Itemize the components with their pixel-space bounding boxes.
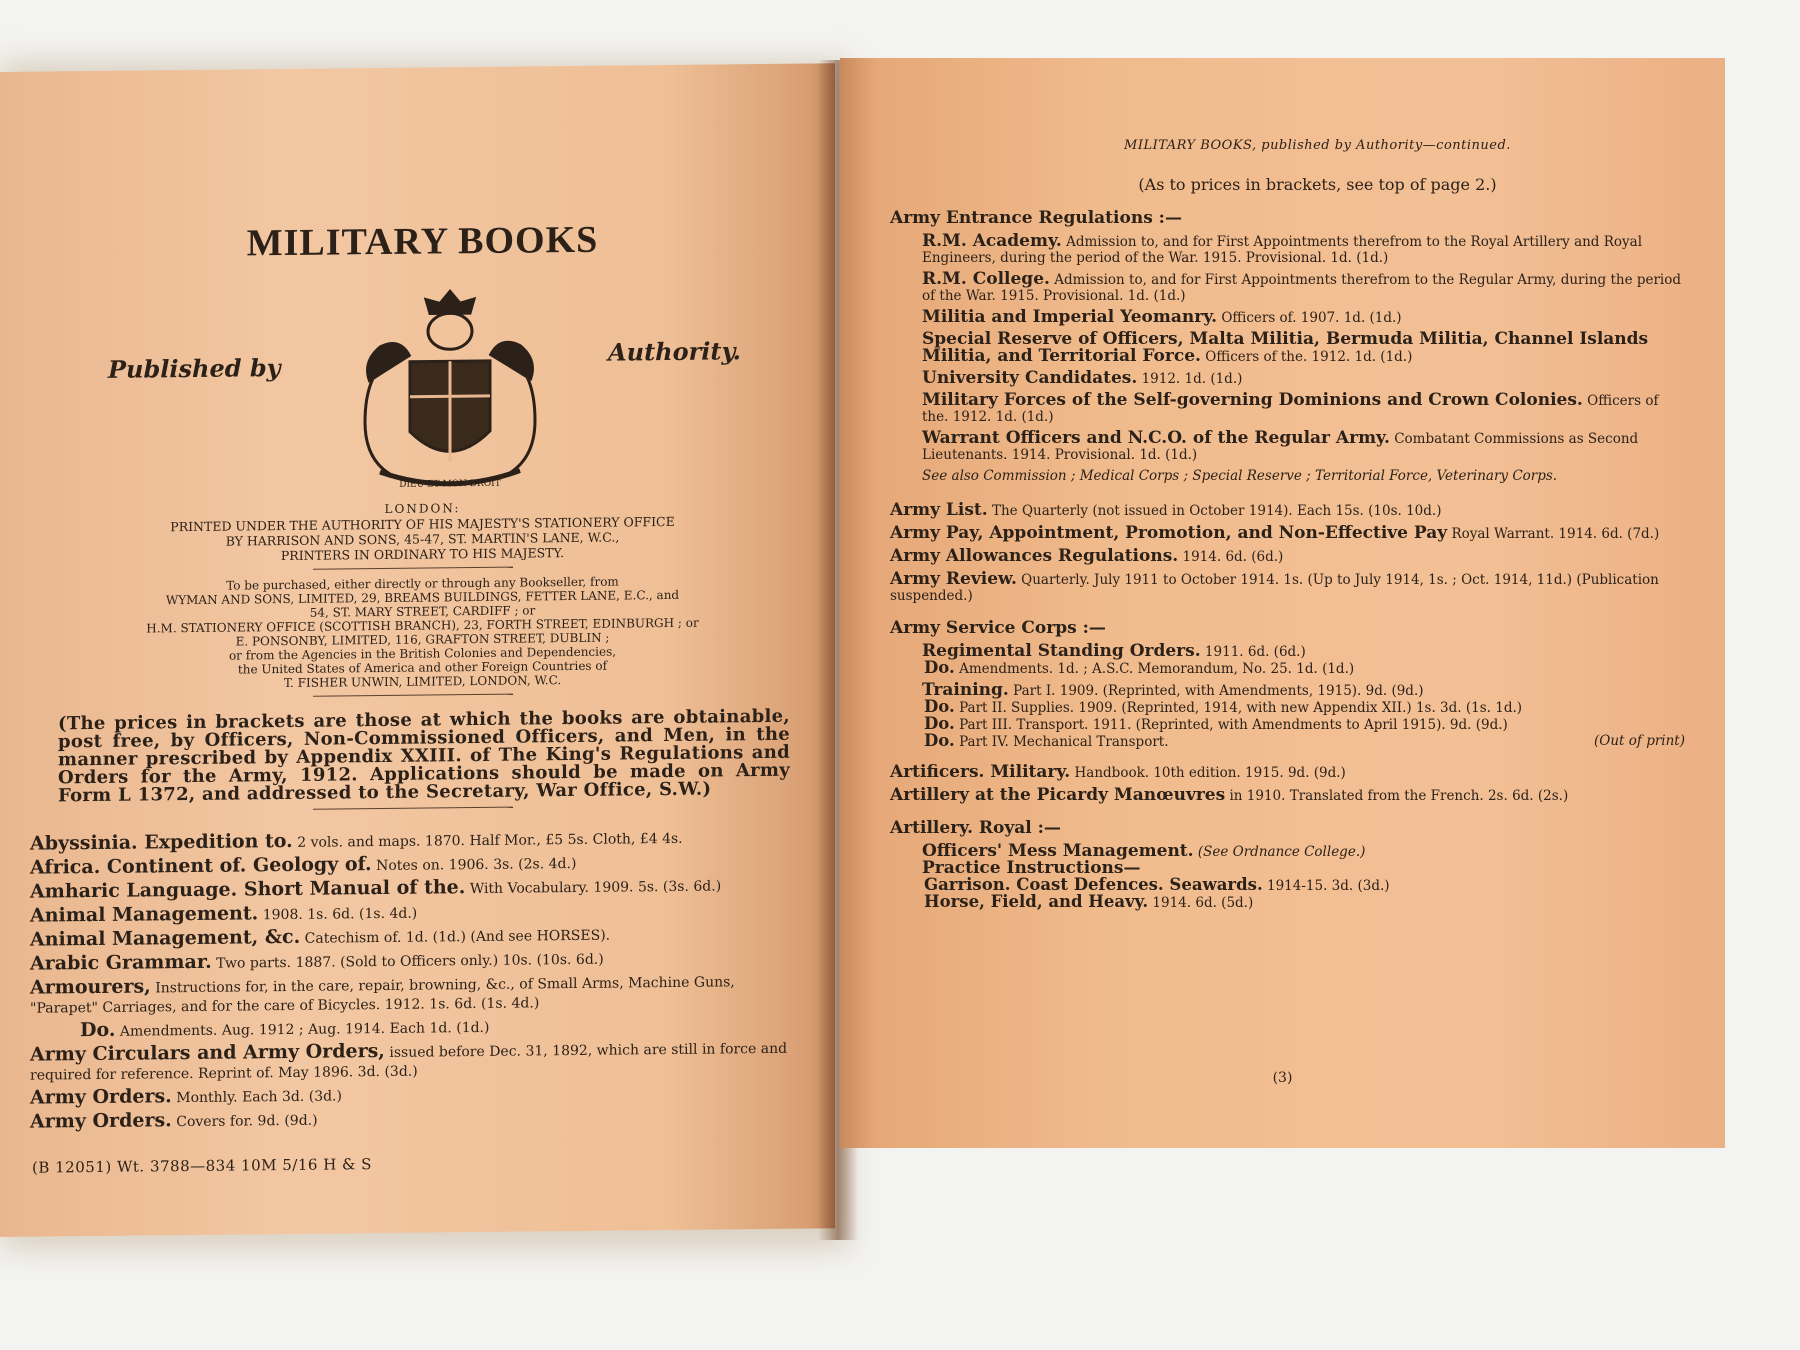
authority-label: Authority. [608, 336, 742, 367]
list-item: Military Forces of the Self-governing Dominions and Crown Colonies. Officers of the. 1912. 1d. (1d.) [922, 390, 1659, 425]
section-heading: Army Service Corps :— [890, 618, 1106, 638]
list-item: University Candidates. 1912. 1d. (1d.) [922, 368, 1243, 388]
list-item: Army Allowances Regulations. 1914. 6d. (6d.) [890, 546, 1284, 566]
imprint-line: PRINTERS IN ORDINARY TO HIS MAJESTY. [280, 545, 565, 564]
list-item: Practice Instructions— [922, 858, 1141, 878]
list-item: Animal Management, &c. Catechism of. 1d. (1d.) (And see HORSES). [30, 925, 611, 951]
purchase-line: To be purchased, either directly or through any Bookseller, from [226, 574, 619, 593]
purchase-line: or from the Agencies in the British Colonies and Dependencies, [228, 644, 617, 663]
list-item: Special Reserve of Officers, Malta Militia, Bermuda Militia, Channel Islands Militia, and Territorial Force. Officers of the. 1912. 1d. (1d.) [922, 329, 1649, 366]
list-item: Army Circulars and Army Orders, issued before Dec. 31, 1892, which are still in force and required for reference. Reprint of. May 1896. 3d. (3d.) [30, 1039, 788, 1084]
purchase-line: H.M. STATIONERY OFFICE (SCOTTISH BRANCH), 23, FORTH STREET, EDINBURGH ; or [146, 615, 699, 636]
list-item: Artillery at the Picardy Manœuvres in 1910. Translated from the French. 2s. 6d. (2s.) [890, 785, 1569, 805]
list-item: Amharic Language. Short Manual of the. With Vocabulary. 1909. 5s. (3s. 6d.) [30, 876, 722, 903]
right-page [840, 58, 1725, 1148]
list-item: Militia and Imperial Yeomanry. Officers of. 1907. 1d. (1d.) [922, 307, 1402, 327]
imprint-line: BY HARRISON AND SONS, 45-47, ST. MARTIN'S LANE, W.C., [225, 529, 620, 549]
left-page [0, 63, 835, 1237]
list-item: Army Pay, Appointment, Promotion, and Non-Effective Pay Royal Warrant. 1914. 6d. (7d.) [890, 523, 1660, 543]
divider [313, 567, 513, 570]
list-item: Africa. Continent of. Geology of. Notes on. 1906. 3s. (2s. 4d.) [30, 853, 577, 879]
purchase-line: WYMAN AND SONS, LIMITED, 29, BREAMS BUILDINGS, FETTER LANE, E.C., and [165, 587, 680, 608]
royal-coat-of-arms-icon [350, 270, 550, 502]
crest-row [30, 268, 795, 506]
purchase-line: the United States of America and other Foreign Countries of [237, 658, 608, 677]
purchase-info [50, 573, 795, 693]
divider [313, 807, 513, 810]
running-header: MILITARY BOOKS, published by Authority—continued. [1124, 138, 1511, 153]
list-item: R.M. Academy. Admission to, and for First Appointments therefrom to the Royal Artillery and Royal Engineers, during the period of the War. 1915. Provisional. 1d. (1d.) [922, 231, 1643, 266]
purchase-line: E. PONSONBY, LIMITED, 116, GRAFTON STREET, DUBLIN ; [235, 630, 610, 649]
price-note: (The prices in brackets are those at which the books are obtainable, post free, by Officers, Non-Commissioned Officers, and Men, in the manner prescribed by Appendix XXIII. of The King's Regulations and Orders for the Army, 1912. Applications should be made on Army Form L 1372, and addressed to the Secretary, War Office, S.W.) [58, 705, 790, 807]
price-note: (As to prices in brackets, see top of page 2.) [1138, 175, 1497, 194]
list-item: Artificers. Military. Handbook. 10th edition. 1915. 9d. (9d.) [890, 762, 1346, 782]
list-item: Arabic Grammar. Two parts. 1887. (Sold to Officers only.) 10s. (10s. 6d.) [30, 950, 604, 975]
list-item: Army Review. Quarterly. July 1911 to October 1914. 1s. (Up to July 1914, 1s. ; Oct. 1914, 11d.) (Publication suspended.) [890, 569, 1659, 604]
section-heading: Artillery. Royal :— [890, 818, 1061, 838]
page-title: MILITARY BOOKS [246, 218, 599, 265]
list-item: Do. Amendments. Aug. 1912 ; Aug. 1914. Each 1d. (1d.) [80, 1018, 490, 1042]
list-item: Horse, Field, and Heavy. 1914. 6d. (5d.) [924, 892, 1254, 911]
list-item: Army Orders. Monthly. Each 3d. (3d.) [30, 1085, 342, 1109]
list-item: Officers' Mess Management. (See Ordnance College.) [922, 841, 1366, 861]
published-by-label: Published by [108, 353, 281, 384]
crest-motto: DIEU ET MON DROIT [399, 478, 501, 490]
imprint [50, 498, 795, 566]
list-item: Do. Part IV. Mechanical Transport. (Out of print) [924, 731, 1685, 750]
book-list-left [30, 827, 795, 1134]
page-number: (3) [1272, 1070, 1293, 1086]
list-item: Armourers, Instructions for, in the care, repair, browning, &c., of Small Arms, Machine Guns, "Parapet" Carriages, and for the care of Bicycles. 1912. 1s. 6d. (1s. 4d.) [30, 974, 735, 1017]
list-item: Regimental Standing Orders. 1911. 6d. (6d.) [922, 641, 1306, 661]
list-item: Warrant Officers and N.C.O. of the Regular Army. Combatant Commissions as Second Lieutenants. 1914. Provisional. 1d. (1d.) [922, 428, 1639, 463]
list-item: Do. Amendments. 1d. ; A.S.C. Memorandum, No. 25. 1d. (1d.) [924, 658, 1355, 677]
list-item: Army Orders. Covers for. 9d. (9d.) [30, 1109, 318, 1133]
list-item: Army List. The Quarterly (not issued in October 1914). Each 15s. (10s. 10d.) [890, 500, 1442, 520]
list-item: Do. Part II. Supplies. 1909. (Reprinted, 1914, with new Appendix XII.) 1s. 3d. (1s. 1d.) [924, 697, 1523, 716]
purchase-line: 54, ST. MARY STREET, CARDIFF ; or [309, 603, 536, 620]
imprint-line: PRINTED UNDER THE AUTHORITY OF HIS MAJESTY'S STATIONERY OFFICE [170, 513, 675, 535]
list-item: Training. Part I. 1909. (Reprinted, with Amendments, 1915). 9d. (9d.) [922, 680, 1424, 700]
purchase-line: T. FISHER UNWIN, LIMITED, LONDON, W.C. [283, 673, 562, 691]
divider [313, 694, 513, 697]
list-item: Animal Management. 1908. 1s. 6d. (1s. 4d.) [30, 902, 418, 927]
see-also-note: See also Commission ; Medical Corps ; Special Reserve ; Territorial Force, Veterinary Corps. [922, 468, 1558, 484]
list-item: Abyssinia. Expedition to. 2 vols. and maps. 1870. Half Mor., £5 5s. Cloth, £4 4s. [30, 829, 683, 855]
print-code-footer: (B 12051) Wt. 3788—834 10M 5/16 H & S [32, 1155, 372, 1177]
list-item: Do. Part III. Transport. 1911. (Reprinted, with Amendments to April 1915). 9d. (9d.) [924, 714, 1508, 733]
list-item: Garrison. Coast Defences. Seawards. 1914-15. 3d. (3d.) [924, 875, 1390, 894]
imprint-city: LONDON: [384, 501, 461, 516]
section-heading: Army Entrance Regulations :— [890, 208, 1182, 228]
list-item: R.M. College. Admission to, and for First Appointments therefrom to the Regular Army, during the period of the War. 1915. Provisional. 1d. (1d.) [922, 269, 1682, 304]
